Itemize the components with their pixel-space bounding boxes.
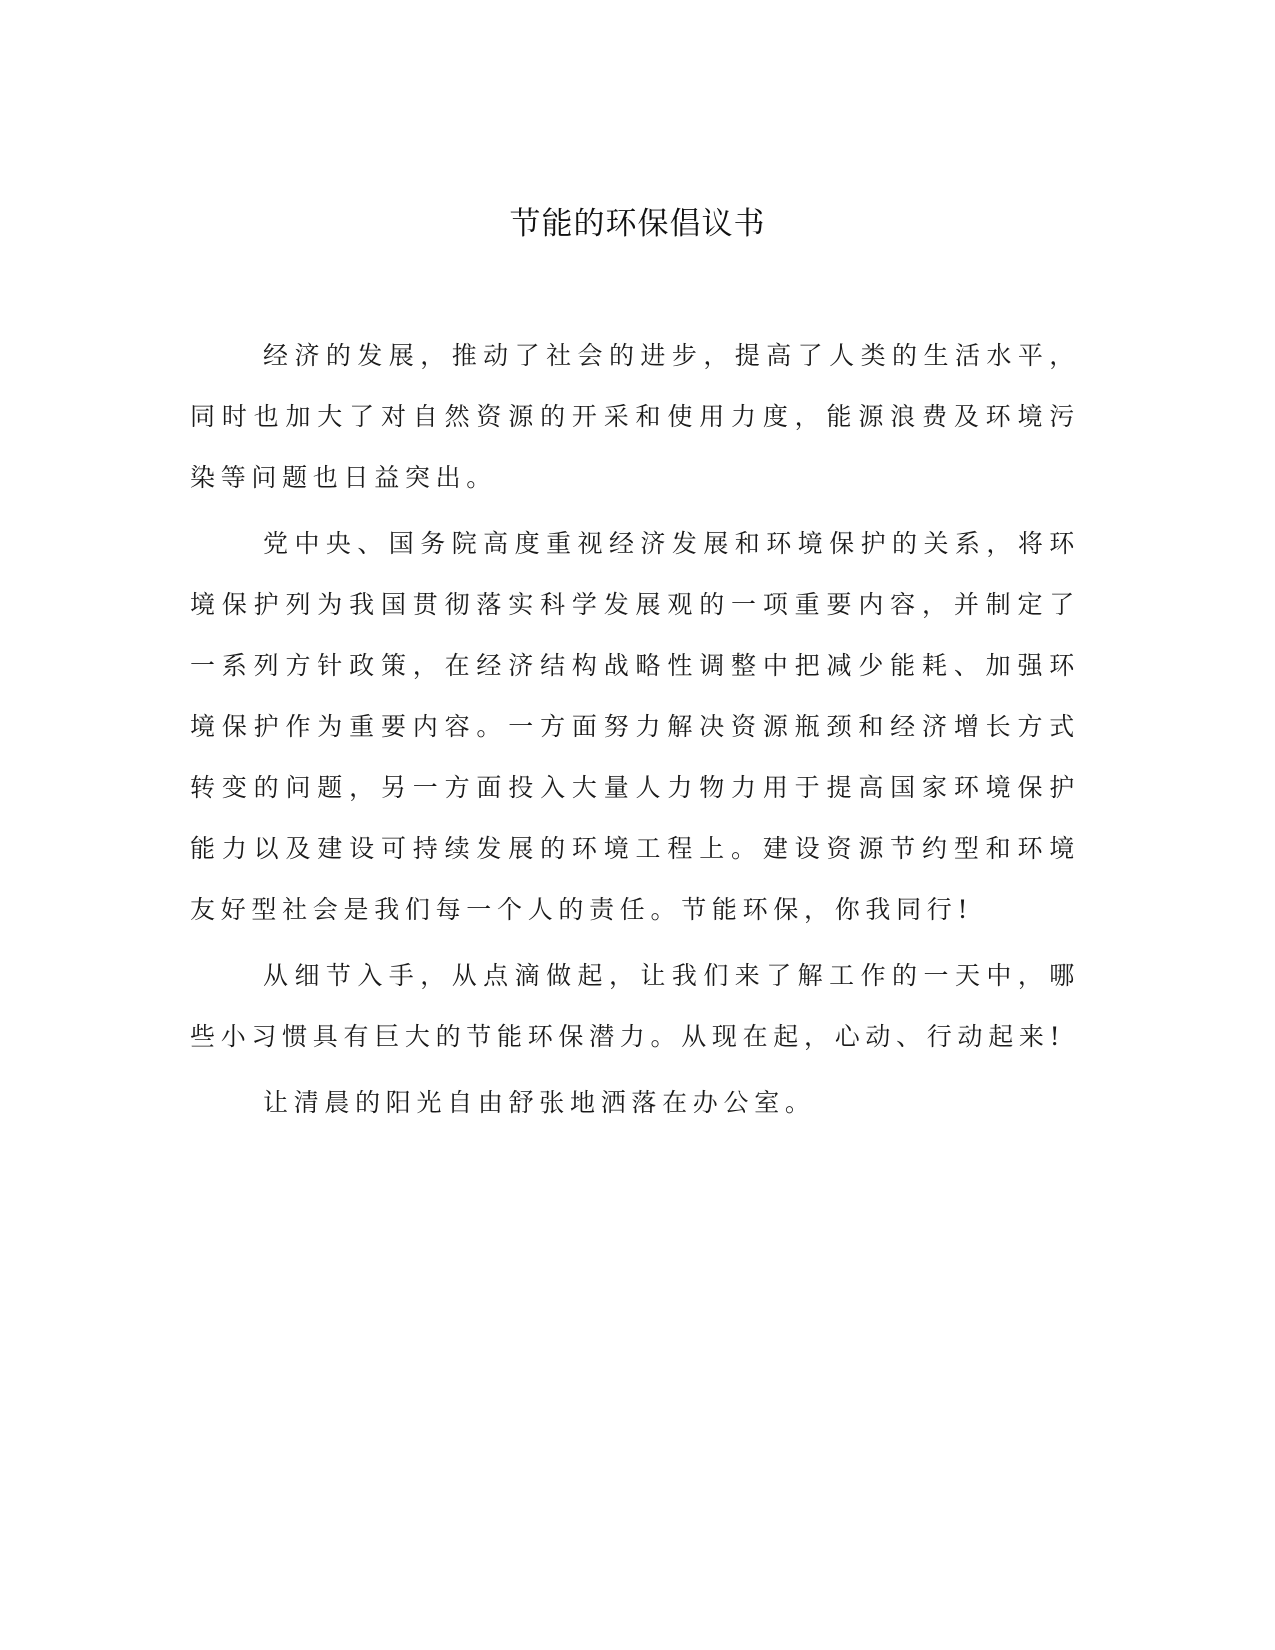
document-title: 节能的环保倡议书	[509, 206, 766, 242]
paragraph-2: 党中央、国务院高度重视经济发展和环境保护的关系，将环境保护列为我国贯彻落实科学发展观的一项重要内容，并制定了一系列方针政策，在经济结构战略性调整中把减少能耗、加强环境保护作为重要内容。一方面努力解决资源瓶颈和经济增长方式转变的问题，另一方面投入大量人力物力用于提高国家环境保护能力以及建设可持续发展的环境工程上。建设资源节约型和环境友好型社会是我们每一个人的责任。节能环保，你我同行!	[190, 529, 1080, 924]
document-body	[190, 325, 1080, 1138]
paragraph-1: 经济的发展，推动了社会的进步，提高了人类的生活水平，同时也加大了对自然资源的开采和使用力度，能源浪费及环境污染等问题也日益突出。	[190, 341, 1080, 492]
paragraph-4: 让清晨的阳光自由舒张地洒落在办公室。	[263, 1088, 816, 1117]
paragraph-3: 从细节入手，从点滴做起，让我们来了解工作的一天中，哪些小习惯具有巨大的节能环保潜力。从现在起，心动、行动起来!	[190, 961, 1080, 1051]
